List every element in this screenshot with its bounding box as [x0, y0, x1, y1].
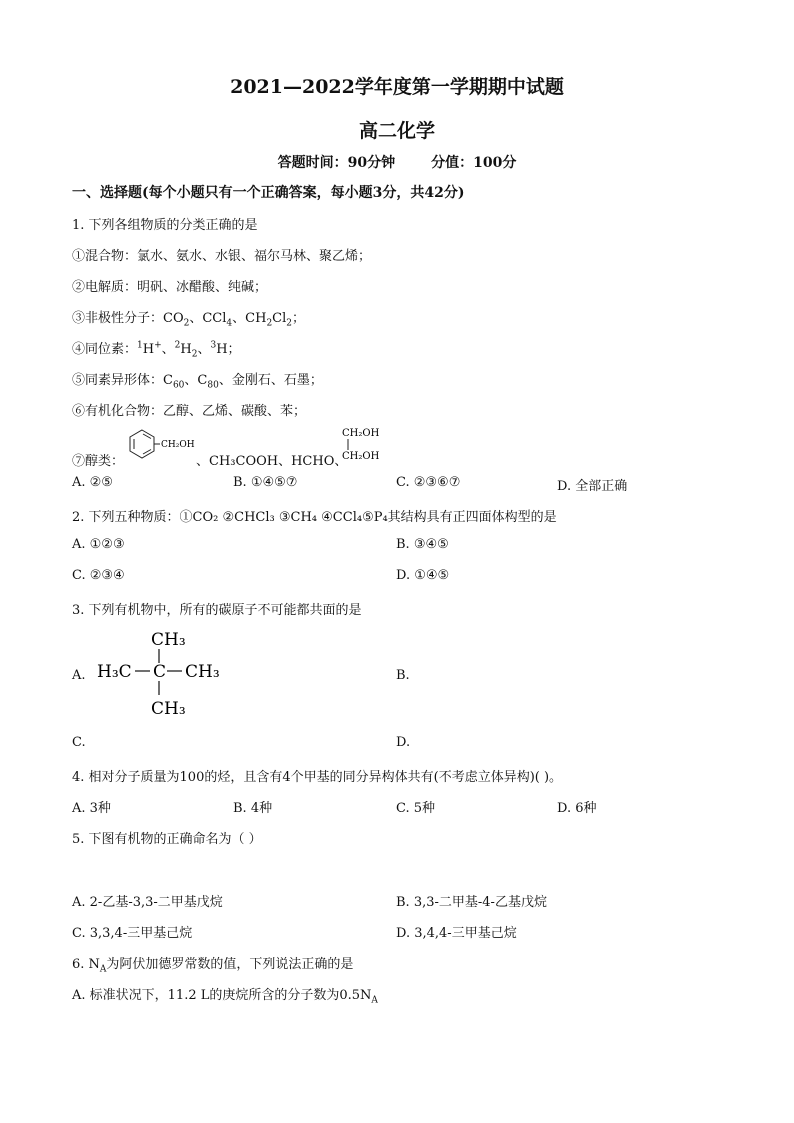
- q1-item-3-text: ③非极性分子：CO: [72, 311, 184, 326]
- q4-stem: 4. 相对分子质量为100的烃，且含有4个甲基的同分异构体共有(不考虑立体异构)( )。: [72, 770, 563, 785]
- exam-title: 2021—2022学年度第一学期期中试题: [230, 76, 564, 98]
- q1-item-7-middle: 、CH₃COOH、HCHO、: [196, 454, 348, 469]
- q1-option-d[interactable]: D. 全部正确: [557, 479, 628, 494]
- time-label: 答题时间：90分钟: [277, 155, 396, 171]
- q4-option-a[interactable]: A. 3种: [72, 801, 111, 816]
- q1-item-5-text: ⑤同素异形体：C: [72, 373, 173, 388]
- struct-right-ch3: CH₃: [185, 662, 220, 682]
- q1-stem: 1. 下列各组物质的分类正确的是: [72, 218, 258, 233]
- struct-top-ch3: CH₃: [151, 630, 186, 650]
- benzyl-ch2oh-label: CH₂OH: [161, 440, 195, 450]
- glycol-top-label: CH₂OH: [342, 428, 380, 439]
- q1-item-1: ①混合物：氯水、氨水、水银、福尔马林、聚乙烯；: [72, 249, 372, 264]
- q6-stem-start: 6. N: [72, 957, 100, 972]
- q5-option-a[interactable]: A. 2-乙基-3,3-二甲基戊烷: [72, 895, 223, 910]
- glycol-bottom-label: CH₂OH: [342, 451, 380, 462]
- q6-stem-rest: 为阿伏加德罗常数的值，下列说法正确的是: [106, 957, 354, 972]
- q2-option-a[interactable]: A. ①②③: [72, 537, 125, 552]
- q2-option-c[interactable]: C. ②③④: [72, 568, 125, 583]
- q1-item-4-text: ④同位素：: [72, 342, 138, 357]
- q3-option-d[interactable]: D.: [396, 735, 411, 750]
- q2-stem: 2. 下列五种物质：①CO₂ ②CHCl₃ ③CH₄ ④CCl₄⑤P₄其结构具有正四面体构型的是: [72, 510, 557, 525]
- benzyl-alcohol-structure: [126, 426, 198, 466]
- q2-option-b[interactable]: B. ③④⑤: [396, 537, 449, 552]
- struct-left-h3c: H₃C: [97, 662, 132, 682]
- q5-option-c[interactable]: C. 3,3,4-三甲基己烷: [72, 926, 193, 941]
- q1-item-6: ⑥有机化合物：乙醇、乙烯、碳酸、苯；: [72, 404, 307, 419]
- q1-option-c[interactable]: C. ②③⑥⑦: [396, 475, 461, 490]
- q5-option-b[interactable]: B. 3,3-二甲基-4-乙基戊烷: [396, 895, 547, 910]
- q4-option-d[interactable]: D. 6种: [557, 801, 597, 816]
- exam-subject: 高二化学: [358, 120, 435, 142]
- q1-item-2: ②电解质：明矾、冰醋酸、纯碱；: [72, 280, 268, 295]
- q3-option-a[interactable]: A.: [72, 668, 86, 683]
- q4-option-c[interactable]: C. 5种: [396, 801, 436, 816]
- q1-item-7-label: ⑦醇类：: [72, 454, 125, 469]
- q1-item-4: ④同位素：$^1$H+、$^2H_2$、$^3$H；: [72, 340, 241, 360]
- q1-item-3: ③非极性分子：$CO_2$、CCl$_4$、$CH_2Cl_2$；: [72, 311, 306, 329]
- q6-stem: 6. $N_A$为阿伏加德罗常数的值，下列说法正确的是: [72, 957, 354, 975]
- score-label: 分值：100分: [431, 155, 517, 171]
- q1-option-a[interactable]: A. ②⑤: [72, 475, 113, 490]
- struct-center-c: C: [153, 662, 167, 682]
- q3-option-c[interactable]: C.: [72, 735, 86, 750]
- q6-option-a[interactable]: A. 标准状况下，11.2 L的庚烷所含的分子数为$0.5N_A$: [72, 988, 378, 1006]
- q6-option-a-text: A. 标准状况下，11.2 L的庚烷所含的分子数为0.5N: [72, 988, 372, 1003]
- exam-meta: [0, 152, 794, 172]
- q1-option-b[interactable]: B. ①④⑤⑦: [233, 475, 298, 490]
- q5-option-d[interactable]: D. 3,4,4-三甲基己烷: [396, 926, 517, 941]
- q3-stem: 3. 下列有机物中，所有的碳原子不可能都共面的是: [72, 603, 362, 618]
- section-heading: 一、选择题(每个小题只有一个正确答案，每小题3分，共42分): [72, 185, 465, 201]
- q2-option-d[interactable]: D. ①④⑤: [396, 568, 450, 583]
- q4-option-b[interactable]: B. 4种: [233, 801, 273, 816]
- struct-bottom-ch3: CH₃: [151, 699, 186, 719]
- neopentane-structure: [95, 626, 230, 724]
- q3-option-b[interactable]: B.: [396, 668, 410, 683]
- q1-item-5: ⑤同素异形体：$C_{60}$、$C_{80}$、金刚石、石墨；: [72, 373, 323, 391]
- q5-stem: 5. 下图有机物的正确命名为（ ）: [72, 832, 262, 847]
- ethylene-glycol-structure: [338, 424, 388, 464]
